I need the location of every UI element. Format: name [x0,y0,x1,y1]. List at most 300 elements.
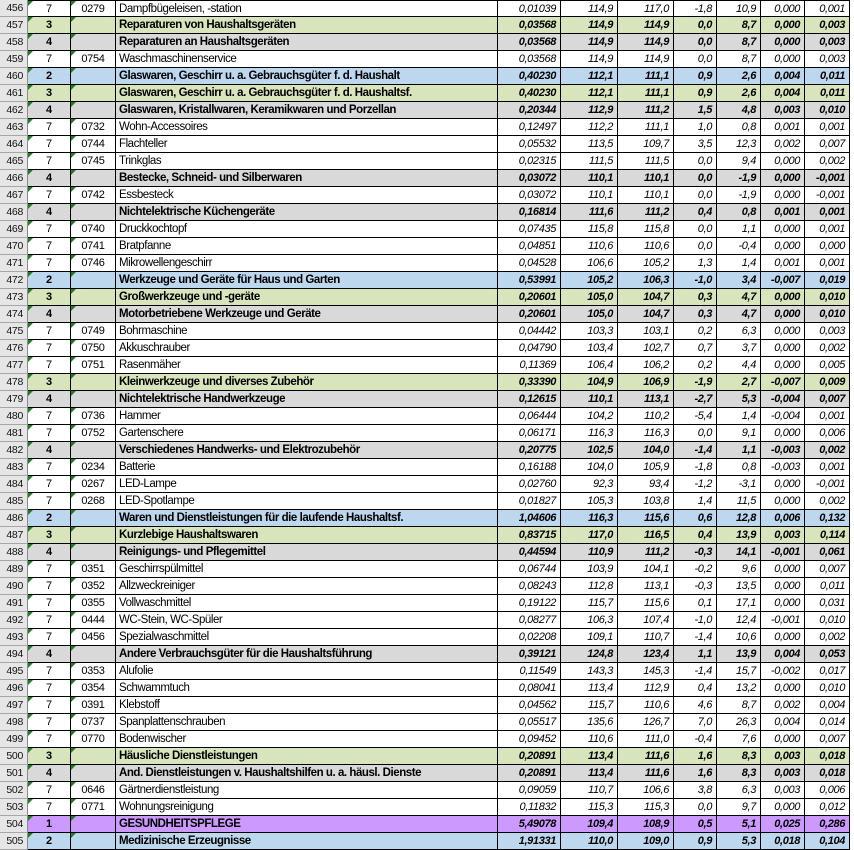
description-cell[interactable]: Schwammtuch [116,680,498,697]
level-cell[interactable] [28,459,71,476]
row-number-header[interactable]: 477 [0,357,28,374]
index-current-cell[interactable]: 114,9 [561,34,618,51]
contribution-2-cell[interactable]: 0,286 [805,816,850,833]
weight-cell[interactable]: 1,04606 [498,510,561,527]
change-rate-2-cell[interactable]: 8,7 [717,17,761,34]
change-rate-1-cell[interactable]: 0,2 [674,357,717,374]
weight-cell[interactable]: 0,09452 [498,731,561,748]
index-current-cell[interactable]: 106,4 [561,357,618,374]
row-number-header[interactable]: 478 [0,374,28,391]
contribution-2-cell[interactable]: 0,004 [805,697,850,714]
level-cell[interactable] [28,374,71,391]
index-previous-cell[interactable]: 111,5 [618,153,674,170]
row-number-header[interactable]: 463 [0,119,28,136]
contribution-2-cell[interactable]: 0,007 [805,561,850,578]
weight-cell[interactable]: 0,11832 [498,799,561,816]
level-cell[interactable] [28,629,71,646]
index-previous-cell[interactable]: 111,6 [618,765,674,782]
contribution-2-cell[interactable]: 0,002 [805,340,850,357]
index-current-cell[interactable]: 105,2 [561,272,618,289]
index-current-cell[interactable]: 112,9 [561,102,618,119]
weight-cell[interactable]: 0,04562 [498,697,561,714]
weight-cell[interactable]: 0,16188 [498,459,561,476]
change-rate-1-cell[interactable]: 0,2 [674,323,717,340]
index-current-cell[interactable]: 104,9 [561,374,618,391]
index-previous-cell[interactable]: 110,2 [618,408,674,425]
contribution-1-cell[interactable]: 0,000 [761,629,805,646]
row-number-header[interactable]: 459 [0,51,28,68]
level-cell[interactable] [28,408,71,425]
contribution-1-cell[interactable]: 0,000 [761,476,805,493]
change-rate-2-cell[interactable]: 12,8 [717,510,761,527]
index-previous-cell[interactable]: 105,9 [618,459,674,476]
index-previous-cell[interactable]: 103,8 [618,493,674,510]
contribution-2-cell[interactable]: 0,001 [805,204,850,221]
code-cell[interactable] [71,408,116,425]
level-cell[interactable] [28,544,71,561]
contribution-1-cell[interactable]: 0,003 [761,527,805,544]
change-rate-2-cell[interactable]: 8,3 [717,765,761,782]
contribution-2-cell[interactable]: 0,017 [805,663,850,680]
row-number-header[interactable]: 498 [0,714,28,731]
level-cell[interactable] [28,578,71,595]
index-previous-cell[interactable]: 106,3 [618,272,674,289]
contribution-2-cell[interactable]: 0,018 [805,748,850,765]
description-cell[interactable]: LED-Spotlampe [116,493,498,510]
contribution-2-cell[interactable]: 0,002 [805,629,850,646]
change-rate-1-cell[interactable]: -1,8 [674,459,717,476]
code-cell[interactable] [71,646,116,663]
contribution-1-cell[interactable]: -0,003 [761,459,805,476]
index-previous-cell[interactable]: 123,4 [618,646,674,663]
row-number-header[interactable]: 489 [0,561,28,578]
index-previous-cell[interactable]: 115,3 [618,799,674,816]
code-cell[interactable] [71,731,116,748]
row-number-header[interactable]: 500 [0,748,28,765]
weight-cell[interactable]: 0,03072 [498,187,561,204]
contribution-1-cell[interactable]: 0,000 [761,221,805,238]
contribution-1-cell[interactable]: 0,003 [761,102,805,119]
contribution-1-cell[interactable]: 0,000 [761,357,805,374]
row-number-header[interactable]: 458 [0,34,28,51]
change-rate-2-cell[interactable]: 1,1 [717,221,761,238]
change-rate-1-cell[interactable]: 0,4 [674,204,717,221]
row-number-header[interactable]: 460 [0,68,28,85]
index-previous-cell[interactable]: 106,2 [618,357,674,374]
code-cell[interactable] [71,170,116,187]
level-cell[interactable] [28,340,71,357]
change-rate-1-cell[interactable]: 0,5 [674,816,717,833]
weight-cell[interactable]: 0,03568 [498,34,561,51]
code-cell[interactable] [71,493,116,510]
level-cell[interactable] [28,782,71,799]
change-rate-1-cell[interactable]: -2,7 [674,391,717,408]
code-cell[interactable] [71,612,116,629]
code-cell[interactable] [71,221,116,238]
index-previous-cell[interactable]: 104,7 [618,306,674,323]
description-cell[interactable]: Glaswaren, Geschirr u. a. Gebrauchsgüter f. d. Haushaltsf. [116,85,498,102]
change-rate-2-cell[interactable]: -1,9 [717,170,761,187]
contribution-1-cell[interactable]: 0,006 [761,510,805,527]
change-rate-2-cell[interactable]: 7,6 [717,731,761,748]
contribution-2-cell[interactable]: 0,003 [805,17,850,34]
change-rate-2-cell[interactable]: -0,4 [717,238,761,255]
row-number-header[interactable]: 470 [0,238,28,255]
contribution-2-cell[interactable]: 0,031 [805,595,850,612]
change-rate-2-cell[interactable]: 0,8 [717,119,761,136]
contribution-1-cell[interactable]: -0,004 [761,391,805,408]
index-current-cell[interactable]: 117,0 [561,527,618,544]
level-cell[interactable] [28,663,71,680]
weight-cell[interactable]: 0,06744 [498,561,561,578]
index-previous-cell[interactable]: 93,4 [618,476,674,493]
index-current-cell[interactable]: 105,3 [561,493,618,510]
contribution-1-cell[interactable]: 0,000 [761,51,805,68]
code-cell[interactable] [71,187,116,204]
weight-cell[interactable]: 0,03072 [498,170,561,187]
change-rate-2-cell[interactable]: 9,1 [717,425,761,442]
description-cell[interactable]: Reinigungs- und Pflegemittel [116,544,498,561]
index-current-cell[interactable]: 112,8 [561,578,618,595]
index-previous-cell[interactable]: 103,1 [618,323,674,340]
change-rate-1-cell[interactable]: 0,9 [674,85,717,102]
index-current-cell[interactable]: 106,3 [561,612,618,629]
level-cell[interactable] [28,68,71,85]
contribution-1-cell[interactable]: 0,000 [761,153,805,170]
level-cell[interactable] [28,816,71,833]
contribution-1-cell[interactable]: 0,004 [761,646,805,663]
description-cell[interactable]: Allzweckreiniger [116,578,498,595]
weight-cell[interactable]: 0,20775 [498,442,561,459]
change-rate-2-cell[interactable]: 10,9 [717,0,761,17]
weight-cell[interactable]: 0,05517 [498,714,561,731]
code-cell[interactable] [71,391,116,408]
change-rate-2-cell[interactable]: 4,7 [717,289,761,306]
change-rate-2-cell[interactable]: 26,3 [717,714,761,731]
index-current-cell[interactable]: 115,7 [561,697,618,714]
description-cell[interactable]: Batterie [116,459,498,476]
contribution-2-cell[interactable]: 0,003 [805,51,850,68]
code-cell[interactable] [71,748,116,765]
level-cell[interactable] [28,646,71,663]
row-number-header[interactable]: 480 [0,408,28,425]
code-cell[interactable] [71,340,116,357]
description-cell[interactable]: Häusliche Dienstleistungen [116,748,498,765]
index-previous-cell[interactable]: 110,1 [618,170,674,187]
index-previous-cell[interactable]: 109,7 [618,136,674,153]
row-number-header[interactable]: 503 [0,799,28,816]
index-current-cell[interactable]: 112,1 [561,68,618,85]
description-cell[interactable]: Akkuschrauber [116,340,498,357]
contribution-2-cell[interactable]: 0,010 [805,612,850,629]
change-rate-1-cell[interactable]: -0,4 [674,731,717,748]
contribution-2-cell[interactable]: 0,010 [805,289,850,306]
contribution-1-cell[interactable]: 0,000 [761,595,805,612]
change-rate-2-cell[interactable]: 9,4 [717,153,761,170]
index-current-cell[interactable]: 114,9 [561,0,618,17]
level-cell[interactable] [28,510,71,527]
code-cell[interactable] [71,833,116,850]
level-cell[interactable] [28,595,71,612]
row-number-header[interactable]: 467 [0,187,28,204]
level-cell[interactable] [28,289,71,306]
weight-cell[interactable]: 1,91331 [498,833,561,850]
change-rate-1-cell[interactable]: 0,6 [674,510,717,527]
contribution-2-cell[interactable]: 0,010 [805,102,850,119]
description-cell[interactable]: Gartenschere [116,425,498,442]
index-previous-cell[interactable]: 106,9 [618,374,674,391]
description-cell[interactable]: Waschmaschinenservice [116,51,498,68]
level-cell[interactable] [28,357,71,374]
contribution-1-cell[interactable]: 0,000 [761,187,805,204]
change-rate-1-cell[interactable]: 0,0 [674,17,717,34]
contribution-1-cell[interactable]: 0,002 [761,697,805,714]
weight-cell[interactable]: 0,06171 [498,425,561,442]
change-rate-2-cell[interactable]: 9,7 [717,799,761,816]
change-rate-1-cell[interactable]: 0,0 [674,187,717,204]
code-cell[interactable] [71,238,116,255]
code-cell[interactable] [71,510,116,527]
change-rate-2-cell[interactable]: 5,3 [717,391,761,408]
change-rate-2-cell[interactable]: 2,6 [717,68,761,85]
change-rate-1-cell[interactable]: 1,3 [674,255,717,272]
row-number-header[interactable]: 493 [0,629,28,646]
code-cell[interactable] [71,17,116,34]
description-cell[interactable]: Hammer [116,408,498,425]
level-cell[interactable] [28,255,71,272]
index-current-cell[interactable]: 102,5 [561,442,618,459]
weight-cell[interactable]: 0,44594 [498,544,561,561]
change-rate-1-cell[interactable]: 0,0 [674,34,717,51]
contribution-2-cell[interactable]: 0,001 [805,221,850,238]
weight-cell[interactable]: 0,08041 [498,680,561,697]
index-previous-cell[interactable]: 115,8 [618,221,674,238]
change-rate-1-cell[interactable]: 1,0 [674,119,717,136]
description-cell[interactable]: Geschirrspülmittel [116,561,498,578]
index-previous-cell[interactable]: 108,9 [618,816,674,833]
contribution-2-cell[interactable]: 0,007 [805,391,850,408]
contribution-2-cell[interactable]: 0,001 [805,255,850,272]
change-rate-2-cell[interactable]: 8,7 [717,34,761,51]
index-previous-cell[interactable]: 110,7 [618,629,674,646]
description-cell[interactable]: Großwerkzeuge und -geräte [116,289,498,306]
row-number-header[interactable]: 468 [0,204,28,221]
description-cell[interactable]: Kleinwerkzeuge und diverses Zubehör [116,374,498,391]
weight-cell[interactable]: 0,02760 [498,476,561,493]
description-cell[interactable]: Andere Verbrauchsgüter für die Haushaltsführung [116,646,498,663]
level-cell[interactable] [28,391,71,408]
contribution-1-cell[interactable]: 0,004 [761,714,805,731]
contribution-2-cell[interactable]: 0,003 [805,34,850,51]
description-cell[interactable]: GESUNDHEITSPFLEGE [116,816,498,833]
row-number-header[interactable]: 457 [0,17,28,34]
change-rate-2-cell[interactable]: 14,1 [717,544,761,561]
index-previous-cell[interactable]: 111,1 [618,68,674,85]
row-number-header[interactable]: 462 [0,102,28,119]
code-cell[interactable] [71,306,116,323]
code-cell[interactable] [71,323,116,340]
row-number-header[interactable]: 502 [0,782,28,799]
change-rate-1-cell[interactable]: 0,0 [674,425,717,442]
weight-cell[interactable]: 0,16814 [498,204,561,221]
index-current-cell[interactable]: 116,3 [561,510,618,527]
change-rate-1-cell[interactable]: 1,4 [674,493,717,510]
change-rate-2-cell[interactable]: 13,2 [717,680,761,697]
change-rate-1-cell[interactable]: 0,1 [674,595,717,612]
change-rate-1-cell[interactable]: -1,4 [674,629,717,646]
contribution-1-cell[interactable]: 0,000 [761,323,805,340]
code-cell[interactable] [71,782,116,799]
change-rate-1-cell[interactable]: 0,9 [674,68,717,85]
contribution-2-cell[interactable]: 0,104 [805,833,850,850]
row-number-header[interactable]: 505 [0,833,28,850]
weight-cell[interactable]: 0,03568 [498,51,561,68]
level-cell[interactable] [28,731,71,748]
change-rate-1-cell[interactable]: 0,3 [674,306,717,323]
index-previous-cell[interactable]: 114,9 [618,17,674,34]
weight-cell[interactable]: 0,09059 [498,782,561,799]
index-current-cell[interactable]: 143,3 [561,663,618,680]
contribution-2-cell[interactable]: 0,005 [805,357,850,374]
index-current-cell[interactable]: 104,2 [561,408,618,425]
change-rate-2-cell[interactable]: 12,4 [717,612,761,629]
contribution-1-cell[interactable]: 0,025 [761,816,805,833]
weight-cell[interactable]: 0,04851 [498,238,561,255]
contribution-2-cell[interactable]: -0,001 [805,476,850,493]
change-rate-1-cell[interactable]: -1,0 [674,272,717,289]
row-number-header[interactable]: 483 [0,459,28,476]
row-number-header[interactable]: 464 [0,136,28,153]
change-rate-1-cell[interactable]: -5,4 [674,408,717,425]
level-cell[interactable] [28,153,71,170]
level-cell[interactable] [28,51,71,68]
contribution-2-cell[interactable]: 0,006 [805,782,850,799]
change-rate-1-cell[interactable]: 0,7 [674,340,717,357]
row-number-header[interactable]: 485 [0,493,28,510]
index-previous-cell[interactable]: 110,1 [618,187,674,204]
code-cell[interactable] [71,289,116,306]
contribution-1-cell[interactable]: -0,002 [761,663,805,680]
level-cell[interactable] [28,238,71,255]
index-previous-cell[interactable]: 107,4 [618,612,674,629]
description-cell[interactable]: Glaswaren, Geschirr u. a. Gebrauchsgüter f. d. Haushalt [116,68,498,85]
index-current-cell[interactable]: 115,8 [561,221,618,238]
index-current-cell[interactable]: 113,4 [561,748,618,765]
contribution-2-cell[interactable]: 0,001 [805,119,850,136]
contribution-2-cell[interactable]: 0,001 [805,459,850,476]
description-cell[interactable]: Wohn-Accessoires [116,119,498,136]
description-cell[interactable]: Bohrmaschine [116,323,498,340]
index-previous-cell[interactable]: 104,1 [618,561,674,578]
index-current-cell[interactable]: 115,3 [561,799,618,816]
row-number-header[interactable]: 504 [0,816,28,833]
description-cell[interactable]: Dampfbügeleisen, -station [116,0,498,17]
row-number-header[interactable]: 497 [0,697,28,714]
weight-cell[interactable]: 0,04442 [498,323,561,340]
row-number-header[interactable]: 476 [0,340,28,357]
description-cell[interactable]: Reparaturen an Haushaltsgeräten [116,34,498,51]
index-previous-cell[interactable]: 111,2 [618,544,674,561]
change-rate-1-cell[interactable]: 3,5 [674,136,717,153]
index-previous-cell[interactable]: 104,7 [618,289,674,306]
row-number-header[interactable]: 482 [0,442,28,459]
index-previous-cell[interactable]: 111,1 [618,119,674,136]
index-current-cell[interactable]: 111,5 [561,153,618,170]
change-rate-2-cell[interactable]: 10,6 [717,629,761,646]
weight-cell[interactable]: 0,01039 [498,0,561,17]
change-rate-2-cell[interactable]: 5,3 [717,833,761,850]
change-rate-2-cell[interactable]: 17,1 [717,595,761,612]
index-current-cell[interactable]: 111,6 [561,204,618,221]
index-previous-cell[interactable]: 115,6 [618,595,674,612]
contribution-1-cell[interactable]: 0,003 [761,765,805,782]
level-cell[interactable] [28,272,71,289]
row-number-header[interactable]: 501 [0,765,28,782]
weight-cell[interactable]: 0,53991 [498,272,561,289]
contribution-2-cell[interactable]: 0,011 [805,85,850,102]
change-rate-1-cell[interactable]: 1,1 [674,646,717,663]
code-cell[interactable] [71,34,116,51]
contribution-1-cell[interactable]: 0,003 [761,748,805,765]
row-number-header[interactable]: 487 [0,527,28,544]
index-previous-cell[interactable]: 110,6 [618,697,674,714]
change-rate-2-cell[interactable]: 13,9 [717,646,761,663]
contribution-1-cell[interactable]: 0,000 [761,170,805,187]
weight-cell[interactable]: 0,12615 [498,391,561,408]
code-cell[interactable] [71,476,116,493]
description-cell[interactable]: And. Dienstleistungen v. Haushaltshilfen u. a. häusl. Dienste [116,765,498,782]
change-rate-2-cell[interactable]: 2,6 [717,85,761,102]
level-cell[interactable] [28,85,71,102]
level-cell[interactable] [28,680,71,697]
row-number-header[interactable]: 490 [0,578,28,595]
change-rate-1-cell[interactable]: 0,0 [674,238,717,255]
description-cell[interactable]: Wohnungsreinigung [116,799,498,816]
code-cell[interactable] [71,816,116,833]
contribution-1-cell[interactable]: 0,000 [761,578,805,595]
contribution-2-cell[interactable]: 0,002 [805,493,850,510]
contribution-1-cell[interactable]: 0,004 [761,68,805,85]
row-number-header[interactable]: 471 [0,255,28,272]
contribution-2-cell[interactable]: 0,009 [805,374,850,391]
row-number-header[interactable]: 481 [0,425,28,442]
change-rate-2-cell[interactable]: 1,1 [717,442,761,459]
code-cell[interactable] [71,0,116,17]
change-rate-2-cell[interactable]: -1,9 [717,187,761,204]
change-rate-2-cell[interactable]: 15,7 [717,663,761,680]
row-number-header[interactable]: 472 [0,272,28,289]
index-current-cell[interactable]: 124,8 [561,646,618,663]
description-cell[interactable]: Bodenwischer [116,731,498,748]
description-cell[interactable]: Motorbetriebene Werkzeuge und Geräte [116,306,498,323]
contribution-2-cell[interactable]: 0,000 [805,238,850,255]
code-cell[interactable] [71,459,116,476]
description-cell[interactable]: Waren und Dienstleistungen für die laufende Haushaltsf. [116,510,498,527]
contribution-1-cell[interactable]: 0,002 [761,136,805,153]
change-rate-2-cell[interactable]: 5,1 [717,816,761,833]
index-current-cell[interactable]: 110,9 [561,544,618,561]
index-current-cell[interactable]: 110,1 [561,391,618,408]
change-rate-1-cell[interactable]: -1,4 [674,663,717,680]
index-current-cell[interactable]: 105,0 [561,306,618,323]
level-cell[interactable] [28,748,71,765]
index-previous-cell[interactable]: 106,6 [618,782,674,799]
description-cell[interactable]: LED-Lampe [116,476,498,493]
level-cell[interactable] [28,833,71,850]
change-rate-1-cell[interactable]: -0,3 [674,578,717,595]
contribution-2-cell[interactable]: 0,007 [805,136,850,153]
code-cell[interactable] [71,442,116,459]
